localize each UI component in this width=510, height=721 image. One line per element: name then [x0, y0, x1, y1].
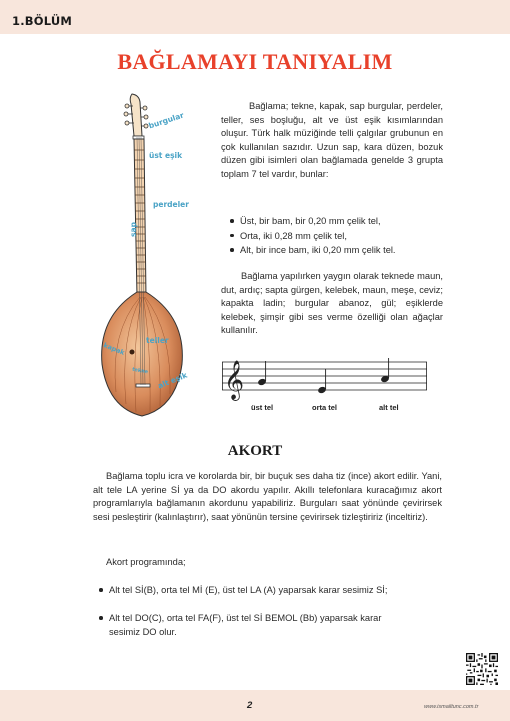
staff-label-ust: üst tel — [251, 403, 274, 412]
website-link[interactable]: www.ismailtunc.com.tr — [424, 704, 479, 710]
header-band — [0, 0, 510, 34]
list-item: Alt tel DO(C), orta tel FA(F), üst tel Sİ BEMOL (Bb) yaparsak karar sesimiz DO olur. — [99, 611, 442, 639]
qr-code — [466, 653, 498, 685]
label-tekne: tekne — [131, 366, 149, 376]
list-item: Üst, bir bam, bir 0,20 mm çelik tel, — [230, 214, 445, 229]
staff-label-alt: alt tel — [379, 403, 399, 412]
music-staff — [222, 350, 444, 414]
program-label: Akort programında; — [106, 557, 186, 567]
page-title: BAĞLAMAYI TANIYALIM — [117, 49, 393, 74]
list-item: Alt, bir ince bam, iki 0,20 mm çelik tel. — [230, 243, 445, 258]
list-item: Alt tel Sİ(B), orta tel Mİ (E), üst tel LA (A) yaparsak karar sesimiz Sİ; — [99, 583, 442, 597]
page-number: 2 — [247, 700, 253, 711]
chapter-label: 1.BÖLÜM — [12, 14, 73, 28]
bullet-icon — [99, 616, 103, 620]
bullet-icon — [99, 588, 103, 592]
treble-clef-icon: 𝄞 — [224, 360, 245, 400]
label-perdeler: perdeler — [153, 200, 189, 209]
label-sap: sap — [128, 222, 138, 237]
list-item: Orta, iki 0,28 mm çelik tel, — [230, 229, 445, 244]
label-alt-esik: alt eşik — [156, 370, 189, 391]
strings-list — [230, 214, 445, 258]
woods-paragraph: Bağlama yapılırken yaygın olarak teknede maun, dut, ardıç; sapta gürgen, kelebek, maun, meşe, ceviz; kapakta ladin; burgular abanoz, gül; eşiklerde kelebek, şimşir gibi ses verme özelliği olan ağaçlar kullanılır. — [221, 271, 443, 336]
label-teller: teller — [146, 336, 169, 345]
label-burgular: burgular — [147, 110, 185, 131]
intro-paragraph: Bağlama; tekne, kapak, sap burgular, perdeler, teller, ses boşluğu, alt ve üst eşik kısımlarından oluşur. Türk halk müziğinde telli çalgılar grubunun en çok kullanılan sazıdır. Uzun sap, kara düzen, bozuk düzen gibi isimleri olan bağlamada genelde 3 grupta toplam 7 tel vardır, bunlar: — [221, 101, 443, 179]
label-ust-esik: üst eşik — [149, 151, 183, 160]
label-kapak: kapak — [102, 341, 126, 357]
section-heading-akort: AKORT — [227, 443, 283, 459]
akort-paragraph: Bağlama toplu icra ve korolarda bir, bir buçuk ses daha tiz (ince) akort edilir. Yani, alt tele LA yerine Sİ ya da DO akordu yapılır. Akıllı telefonlara kuracağımız akort programlarıyla bağlamanın akordunu yapabiliriz. Burguları saat yönünde çevirirsek sesi pesleştirir (kalınlaştırır), saat yönünün tersine çevirirsek tizleştiririz (inceltiriz). — [93, 471, 442, 523]
staff-label-orta: orta tel — [312, 403, 338, 412]
